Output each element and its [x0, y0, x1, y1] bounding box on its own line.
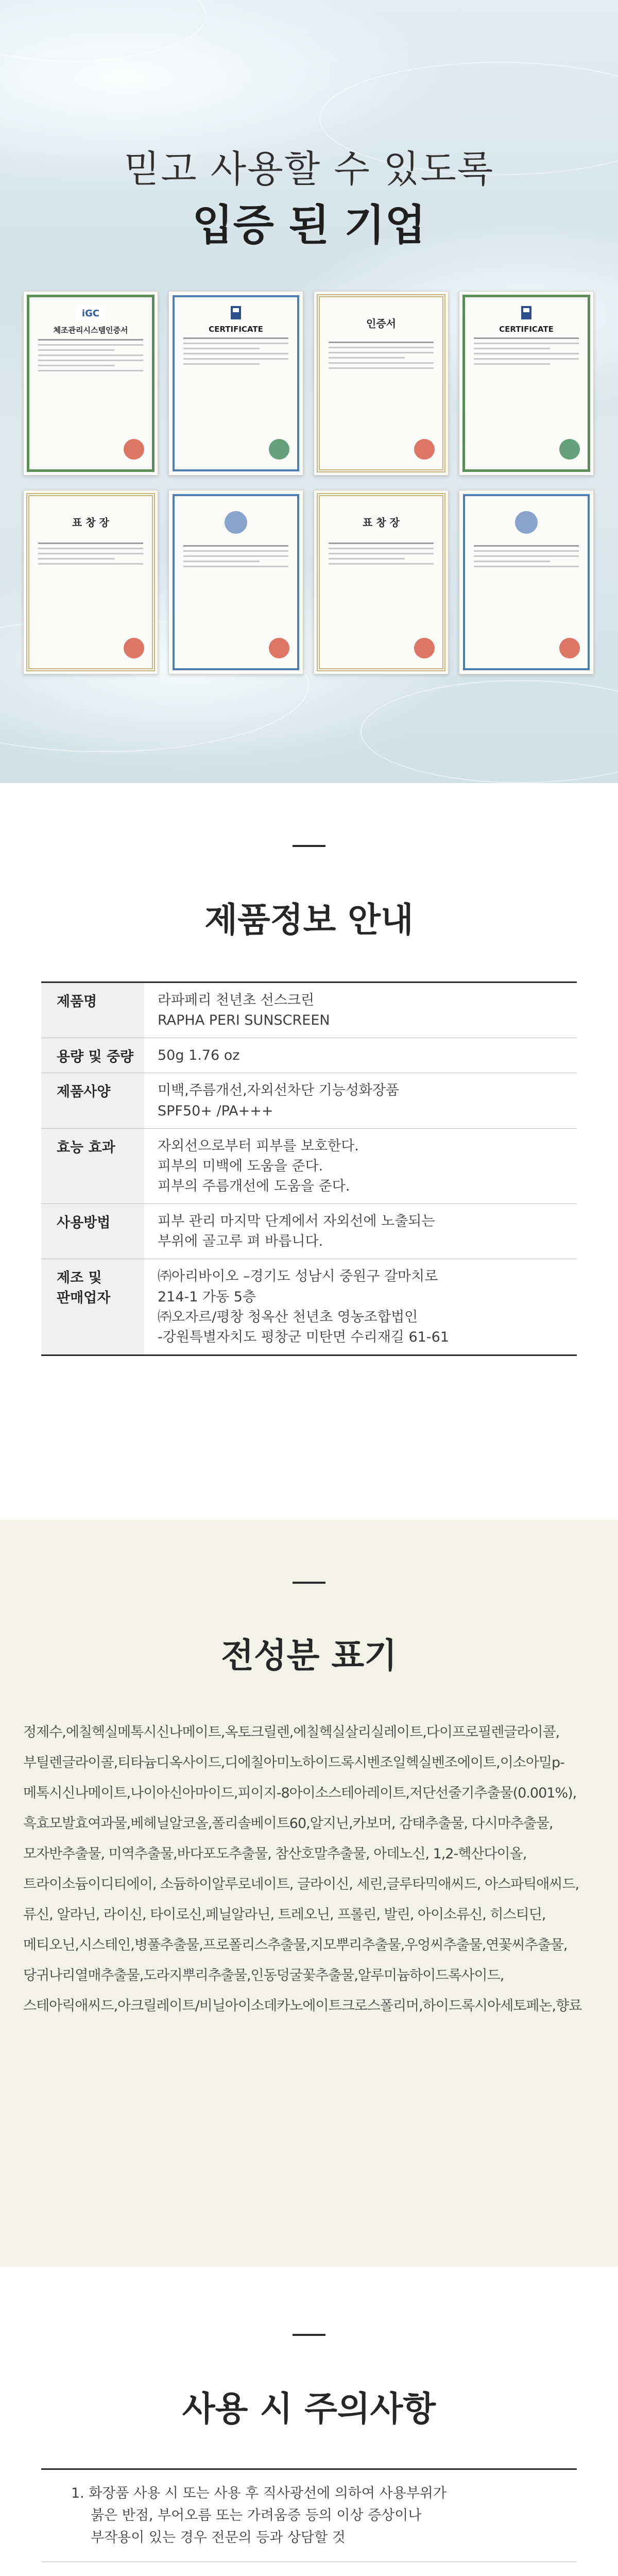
row-label: 사용방법	[41, 1204, 144, 1259]
certificate-heading: 인증서	[366, 317, 396, 330]
value-line: 피부의 주름개선에 도움을 준다.	[158, 1178, 350, 1194]
certificate-text-line	[474, 363, 550, 365]
product-info-title: 제품정보 안내	[204, 900, 414, 940]
caution-line: 부작용이 있는 경우 전문의 등과 상담할 것	[91, 2530, 346, 2546]
certificate-text-line	[183, 555, 288, 557]
row-value	[144, 1204, 577, 1259]
certificate-text-line	[38, 543, 143, 544]
certificate-card	[168, 291, 303, 476]
table-row	[41, 1073, 577, 1128]
label-line: 제조 및	[57, 1270, 102, 1286]
caution-line: 붉은 반점, 부어오름 또는 가려움증 등의 이상 증상이나	[91, 2507, 422, 2524]
certificate-text-line	[329, 548, 434, 549]
value-line: 피부 관리 마지막 단계에서 자외선에 노출되는	[158, 1213, 435, 1230]
value-line: RAPHA PERI SUNSCREEN	[158, 1012, 330, 1029]
certificate-text-line	[329, 553, 434, 554]
certification-mark-icon	[512, 305, 541, 320]
certificate-heading: CERTIFICATE	[209, 325, 263, 334]
value-line: -강원특별자치도 평창군 미탄면 수리재길 61-61	[158, 1329, 449, 1345]
certificate-text-line	[183, 348, 260, 349]
value-line: 자외선으로부터 피부를 보호한다.	[158, 1138, 359, 1154]
seal-icon	[124, 439, 144, 460]
ingredients-list-text: 정제수,에칠헥실메톡시신나메이트,옥토크릴렌,에칠헥실살리실레이트,다이프로필렌글라이콜,부틸렌글라이콜,티타늄디옥사이드,디에칠아미노하이드록시벤조일헥실벤조에이트,이소아밀p-메톡시신나메이트,나이아신아마이드,피이지-8아이소스테아레이트,저단선줄기추출물(0.001%),흑효모발효여과물,베헤닐알코올,폴리솔베이트60,알지닌,카보머, 감태추출물, 다시마추출물, 모자반추출물, 미역추출물,바다포도추출물, 참산호말추출물, 아데노신, 1,2-헥산다이올,트라이소듐이디티에이, 소듐하이알루로네이트, 글라이신, 세린,글루타믹애씨드, 아스파틱애씨드, 류신, 알라닌, 라이신, 타이로신,페닐알라닌, 트레오닌, 프롤린, 발린, 아이소류신, 히스티딘, 메티오닌,시스테인,병풀추출물,프로폴리스추출물,지모뿌리추출물,우엉씨추출물,연꽃씨추출물,당귀나리열매추출물,도라지뿌리추출물,인동덩굴꽃추출물,알루미늄하이드록사이드,스테아릭애씨드,아크릴레이트/비닐아이소데카노에이트크로스폴리머,하이드록시아세토페논,향료	[23, 1724, 582, 2014]
certificate-text-line	[38, 563, 143, 565]
certificate-text-line	[329, 543, 434, 544]
row-label: 용량 및 중량	[41, 1038, 144, 1073]
seal-icon	[269, 638, 289, 658]
certificate-text-line	[183, 363, 260, 365]
certificate-text-line	[38, 548, 143, 549]
row-label: 효능 효과	[41, 1129, 144, 1204]
certificate-text-line	[183, 358, 288, 360]
product-info-section	[0, 783, 618, 1520]
certificate-text-line	[329, 367, 434, 369]
row-value	[144, 1129, 577, 1204]
certificate-text-line	[183, 561, 260, 562]
list-item	[41, 2562, 577, 2576]
government-emblem-icon	[515, 511, 538, 534]
table-row	[41, 1259, 577, 1354]
certificate-text-line	[38, 365, 114, 366]
certificate-grid	[23, 291, 595, 674]
row-label: 제품사양	[41, 1073, 144, 1128]
seal-icon	[124, 638, 144, 658]
certificate-text-line	[38, 360, 143, 361]
certificate-text-line	[329, 342, 434, 343]
certificate-text-line	[329, 352, 434, 353]
value-line: 부위에 골고루 펴 바릅니다.	[158, 1233, 323, 1250]
caution-list	[41, 2468, 577, 2576]
row-value	[144, 983, 577, 1038]
row-value	[144, 1259, 577, 1354]
section-divider-bar	[293, 2334, 325, 2336]
section-divider-bar	[293, 1582, 325, 1584]
value-line: 214-1 가동 5층	[158, 1289, 256, 1305]
value-line: 피부의 미백에 도움을 준다.	[158, 1158, 323, 1174]
certificate-text-line	[474, 337, 579, 339]
water-ripple	[0, 0, 206, 62]
certificate-text-line	[474, 353, 579, 354]
label-line: 판매업자	[57, 1290, 111, 1307]
list-item	[41, 2470, 577, 2562]
value-line: 미백,주름개선,자외선차단 기능성화장품	[158, 1082, 400, 1099]
certificate-heading: CERTIFICATE	[499, 325, 554, 334]
seal-icon	[414, 638, 435, 658]
certificate-text-line	[474, 545, 579, 547]
certificate-text-line	[474, 555, 579, 557]
certificate-card	[459, 291, 594, 476]
row-value	[144, 1073, 577, 1128]
seal-icon	[269, 439, 289, 460]
certificate-text-line	[38, 339, 143, 341]
government-emblem-icon	[225, 511, 247, 534]
certificate-text-line	[183, 545, 288, 547]
certificate-text-line	[38, 354, 143, 356]
certificate-text-line	[183, 353, 288, 354]
certificate-text-line	[474, 358, 579, 360]
table-row	[41, 983, 577, 1038]
hero-title-line2: 입증 된 기업	[192, 201, 426, 250]
certificate-text-line	[183, 566, 288, 567]
value-line: ㈜아리바이오 –경기도 성남시 중원구 갈마치로	[158, 1268, 438, 1285]
certificate-text-line	[38, 344, 143, 346]
igc-logo-icon	[76, 305, 105, 320]
section-divider-bar	[293, 845, 325, 847]
table-row	[41, 1129, 577, 1204]
ingredients-section	[0, 1520, 618, 2267]
seal-icon	[559, 439, 580, 460]
caution-line: 1. 화장품 사용 시 또는 사용 후 직사광선에 의하여 사용부위가	[71, 2485, 447, 2501]
caution-line	[71, 2574, 577, 2576]
certificate-text-line	[474, 550, 579, 552]
certificate-text-line	[38, 349, 114, 351]
hero-section	[0, 0, 618, 783]
seal-icon	[559, 638, 580, 658]
certificate-card	[23, 291, 158, 476]
certificate-text-line	[474, 561, 550, 562]
caution-title: 사용 시 주의사항	[182, 2389, 436, 2429]
certificate-text-line	[474, 343, 579, 344]
ingredients-title: 전성분 표기	[221, 1636, 397, 1675]
certificate-text-line	[474, 348, 550, 349]
value-line: ㈜오자르/평창 청옥산 천년초 영농조합법인	[158, 1309, 418, 1325]
row-label	[41, 1259, 144, 1354]
table-row	[41, 1038, 577, 1073]
certificate-text-line	[183, 550, 288, 552]
certificate-text-line	[38, 370, 143, 371]
certificate-text-line	[474, 566, 579, 567]
product-info-table	[41, 981, 577, 1356]
certificate-card	[314, 291, 449, 476]
hero-title-line1: 믿고 사용할 수 있도록	[124, 147, 494, 191]
certification-mark-icon	[221, 305, 250, 320]
certificate-text-line	[329, 362, 434, 364]
certificate-text-line	[183, 343, 288, 344]
caution-section	[0, 2267, 618, 2576]
certificate-text-line	[329, 563, 434, 565]
seal-icon	[414, 439, 435, 460]
certificate-heading: 표 창 장	[72, 516, 109, 529]
certificate-card	[168, 490, 303, 674]
certificate-text-line	[38, 553, 143, 554]
certificate-text-line	[183, 337, 288, 339]
value-line: 라파페리 천년초 선스크린	[158, 992, 315, 1008]
certificate-heading: 체조관리시스템인증서	[53, 326, 128, 335]
row-label: 제품명	[41, 983, 144, 1038]
water-ripple	[360, 680, 618, 783]
certificate-card	[459, 490, 594, 674]
svg-text:iGC: iGC	[81, 308, 100, 319]
certificate-card	[23, 490, 158, 674]
certificate-card	[314, 490, 449, 674]
value-line: SPF50+ /PA+++	[158, 1103, 273, 1119]
certificate-text-line	[38, 558, 114, 560]
row-value	[144, 1038, 577, 1073]
certificate-text-line	[329, 357, 405, 359]
certificate-text-line	[329, 558, 405, 560]
certificate-heading: 표 창 장	[363, 516, 400, 529]
table-row	[41, 1204, 577, 1259]
value-line: 50g 1.76 oz	[158, 1047, 240, 1064]
certificate-text-line	[329, 347, 434, 348]
